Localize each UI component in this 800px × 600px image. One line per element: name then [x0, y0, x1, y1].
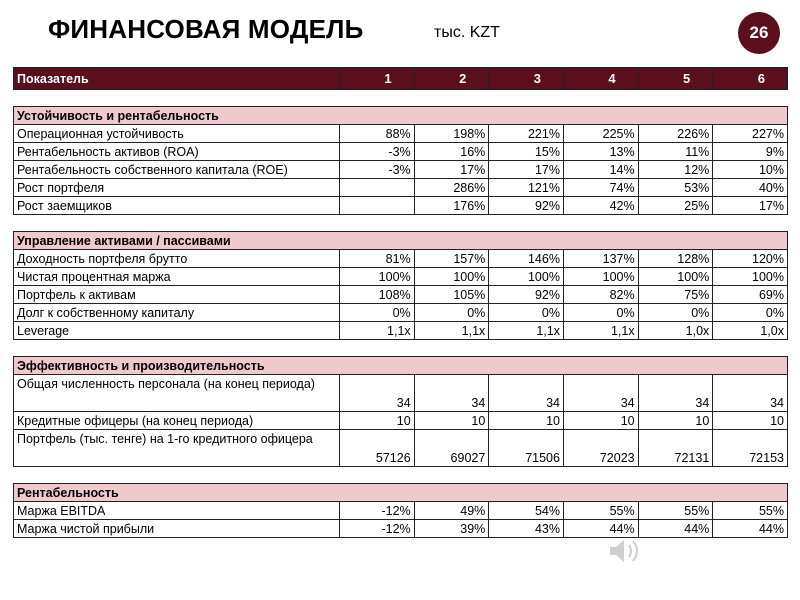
section-title: Управление активами / пассивами [14, 232, 788, 250]
value-cell: 105% [414, 286, 489, 304]
column-header-4: 4 [563, 68, 638, 90]
value-cell: 72131 [638, 430, 713, 467]
value-cell: 157% [414, 250, 489, 268]
value-cell: 1,0x [638, 322, 713, 340]
value-cell: 39% [414, 520, 489, 538]
value-cell: 57126 [340, 430, 415, 467]
row-label: Доходность портфеля брутто [14, 250, 340, 268]
value-cell: 82% [563, 286, 638, 304]
row-label: Leverage [14, 322, 340, 340]
page-title: ФИНАНСОВАЯ МОДЕЛЬ [48, 14, 364, 44]
value-cell: 34 [713, 375, 788, 412]
column-header-1: 1 [340, 68, 415, 90]
value-cell: 14% [563, 161, 638, 179]
value-cell: 71506 [489, 430, 564, 467]
value-cell: -3% [340, 143, 415, 161]
value-cell: 10 [489, 412, 564, 430]
table-row [14, 412, 788, 430]
row-label: Маржа чистой прибыли [14, 520, 340, 538]
value-cell: 0% [340, 304, 415, 322]
section-title: Эффективность и производительность [14, 357, 788, 375]
row-label: Портфель (тыс. тенге) на 1-го кредитного офицера [14, 430, 340, 467]
value-cell: 100% [489, 268, 564, 286]
value-cell: 100% [340, 268, 415, 286]
value-cell: 44% [713, 520, 788, 538]
value-cell: 1,1x [563, 322, 638, 340]
section-spacer [14, 215, 788, 232]
value-cell: -12% [340, 502, 415, 520]
table-row [14, 143, 788, 161]
value-cell: 221% [489, 125, 564, 143]
value-cell: 128% [638, 250, 713, 268]
value-cell: 34 [489, 375, 564, 412]
section-spacer [14, 90, 788, 107]
value-cell: 121% [489, 179, 564, 197]
column-header-5: 5 [638, 68, 713, 90]
value-cell: 53% [638, 179, 713, 197]
table-row [14, 161, 788, 179]
value-cell: 44% [563, 520, 638, 538]
spacer-cell [14, 340, 788, 357]
value-cell: 17% [713, 197, 788, 215]
value-cell: 34 [563, 375, 638, 412]
value-cell [340, 179, 415, 197]
value-cell: 54% [489, 502, 564, 520]
value-cell: 1,1x [489, 322, 564, 340]
value-cell: 1,1x [340, 322, 415, 340]
value-cell: 72153 [713, 430, 788, 467]
table-row [14, 286, 788, 304]
value-cell: 10 [414, 412, 489, 430]
unit-label: тыс. KZT [434, 24, 500, 41]
value-cell: 0% [563, 304, 638, 322]
table-row [14, 179, 788, 197]
value-cell: 137% [563, 250, 638, 268]
section-spacer [14, 467, 788, 484]
value-cell: 55% [713, 502, 788, 520]
section-title: Рентабельность [14, 484, 788, 502]
column-header-6: 6 [713, 68, 788, 90]
value-cell: 92% [489, 197, 564, 215]
value-cell: 34 [638, 375, 713, 412]
indicator-header: Показатель [14, 68, 340, 90]
section-header-row [14, 484, 788, 502]
value-cell: 9% [713, 143, 788, 161]
value-cell: 286% [414, 179, 489, 197]
table-row [14, 520, 788, 538]
section-spacer [14, 340, 788, 357]
table-row [14, 502, 788, 520]
value-cell: 100% [563, 268, 638, 286]
value-cell: 55% [638, 502, 713, 520]
value-cell: 40% [713, 179, 788, 197]
value-cell: 81% [340, 250, 415, 268]
row-label: Чистая процентная маржа [14, 268, 340, 286]
value-cell [340, 197, 415, 215]
row-label: Портфель к активам [14, 286, 340, 304]
value-cell: 75% [638, 286, 713, 304]
value-cell: 10 [340, 412, 415, 430]
value-cell: 10 [713, 412, 788, 430]
value-cell: 226% [638, 125, 713, 143]
value-cell: 146% [489, 250, 564, 268]
table-row [14, 375, 788, 412]
page-number-badge: 26 [738, 12, 780, 54]
value-cell: -12% [340, 520, 415, 538]
value-cell: 100% [414, 268, 489, 286]
value-cell: 10 [638, 412, 713, 430]
value-cell: 92% [489, 286, 564, 304]
value-cell: 0% [489, 304, 564, 322]
value-cell: 42% [563, 197, 638, 215]
spacer-cell [14, 215, 788, 232]
value-cell: 108% [340, 286, 415, 304]
row-label: Рост портфеля [14, 179, 340, 197]
table-row [14, 430, 788, 467]
value-cell: 0% [638, 304, 713, 322]
table-row [14, 322, 788, 340]
table-row [14, 268, 788, 286]
value-cell: 10% [713, 161, 788, 179]
value-cell: 16% [414, 143, 489, 161]
table-header-row [14, 68, 788, 90]
value-cell: 55% [563, 502, 638, 520]
row-label: Маржа EBITDA [14, 502, 340, 520]
table-row [14, 304, 788, 322]
column-header-2: 2 [414, 68, 489, 90]
value-cell: 88% [340, 125, 415, 143]
value-cell: 198% [414, 125, 489, 143]
value-cell: 34 [340, 375, 415, 412]
value-cell: 120% [713, 250, 788, 268]
row-label: Общая численность персонала (на конец периода) [14, 375, 340, 412]
row-label: Кредитные офицеры (на конец периода) [14, 412, 340, 430]
value-cell: 49% [414, 502, 489, 520]
section-header-row [14, 232, 788, 250]
value-cell: 11% [638, 143, 713, 161]
value-cell: 34 [414, 375, 489, 412]
spacer-cell [14, 467, 788, 484]
value-cell: 44% [638, 520, 713, 538]
value-cell: 12% [638, 161, 713, 179]
section-header-row [14, 357, 788, 375]
value-cell: 1,0x [713, 322, 788, 340]
value-cell: 17% [489, 161, 564, 179]
row-label: Операционная устойчивость [14, 125, 340, 143]
value-cell: 13% [563, 143, 638, 161]
value-cell: 10 [563, 412, 638, 430]
value-cell: 100% [713, 268, 788, 286]
value-cell: 0% [414, 304, 489, 322]
table-row [14, 197, 788, 215]
table-row [14, 250, 788, 268]
value-cell: 17% [414, 161, 489, 179]
value-cell: 0% [713, 304, 788, 322]
value-cell: 74% [563, 179, 638, 197]
financial-model-table [13, 67, 788, 538]
value-cell: 69027 [414, 430, 489, 467]
spacer-cell [14, 90, 788, 107]
table-row [14, 125, 788, 143]
row-label: Рентабельность собственного капитала (ROE) [14, 161, 340, 179]
value-cell: 15% [489, 143, 564, 161]
row-label: Рост заемщиков [14, 197, 340, 215]
value-cell: 227% [713, 125, 788, 143]
section-title: Устойчивость и рентабельность [14, 107, 788, 125]
column-header-3: 3 [489, 68, 564, 90]
value-cell: 25% [638, 197, 713, 215]
row-label: Рентабельность активов (ROA) [14, 143, 340, 161]
value-cell: 176% [414, 197, 489, 215]
row-label: Долг к собственному капиталу [14, 304, 340, 322]
section-header-row [14, 107, 788, 125]
value-cell: 1,1x [414, 322, 489, 340]
sound-icon [606, 536, 644, 566]
value-cell: 69% [713, 286, 788, 304]
value-cell: -3% [340, 161, 415, 179]
value-cell: 225% [563, 125, 638, 143]
value-cell: 43% [489, 520, 564, 538]
value-cell: 72023 [563, 430, 638, 467]
value-cell: 100% [638, 268, 713, 286]
